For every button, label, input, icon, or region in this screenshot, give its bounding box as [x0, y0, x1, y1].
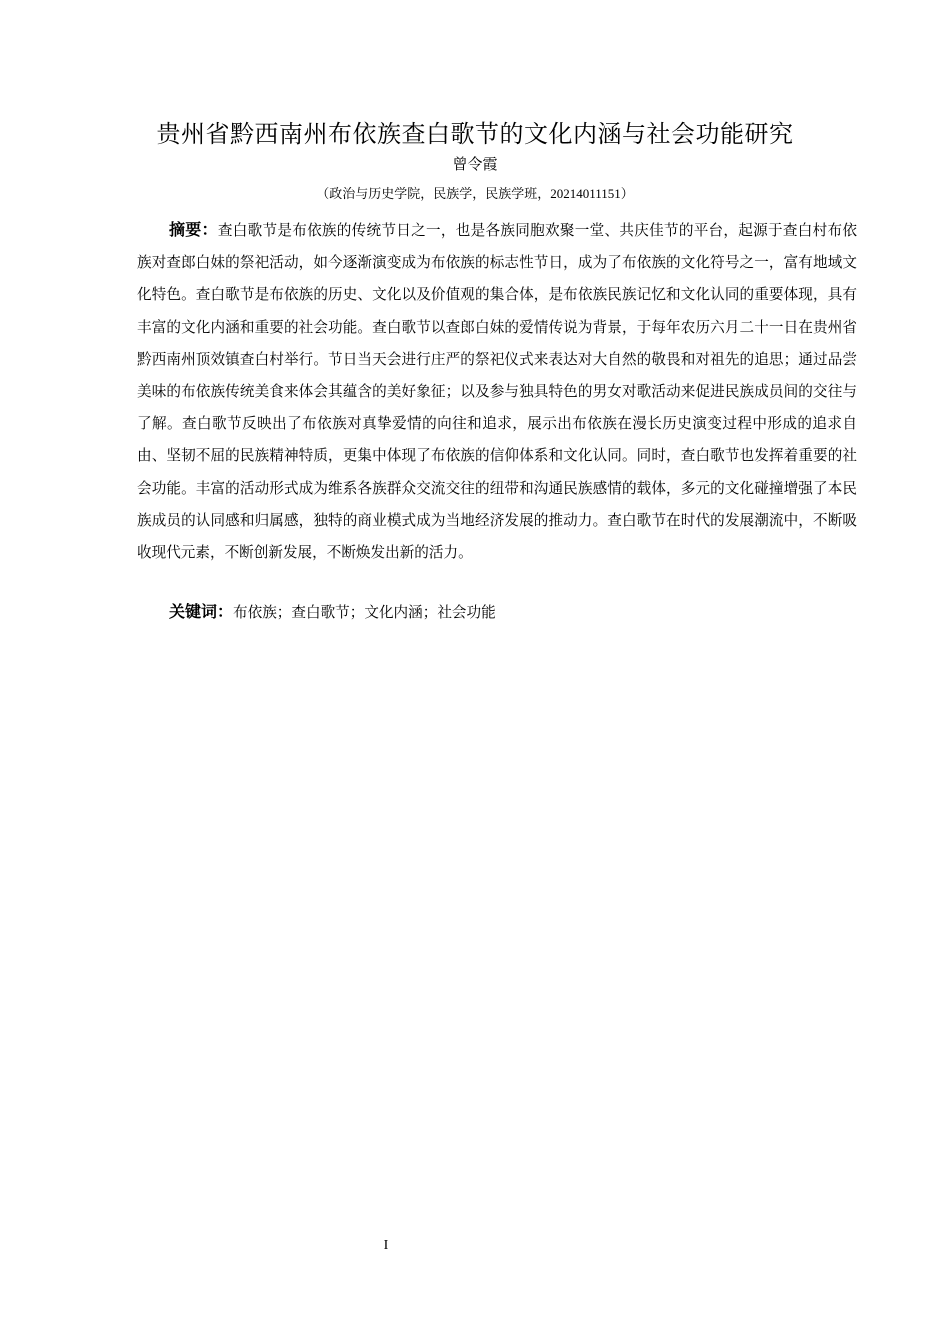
page-number: I [383, 1238, 389, 1253]
keywords-text: 布依族；查白歌节；文化内涵；社会功能 [233, 604, 496, 621]
abstract-paragraph [137, 214, 857, 569]
keywords-line [169, 598, 496, 627]
keywords-label: 关键词： [169, 602, 234, 621]
abstract-text: 查白歌节是布依族的传统节日之一，也是各族同胞欢聚一堂、共庆佳节的平台，起源于查白村布依族对查郎白妹的祭祀活动，如今逐渐演变成为布依族的标志性节日，成为了布依族的文化符号之一，富有地域文化特色。查白歌节是布依族的历史、文化以及价值观的集合体，是布依族民族记忆和文化认同的重要体现，具有丰富的文化内涵和重要的社会功能。查白歌节以查郎白妹的爱情传说为背景，于每年农历六月二十一日在贵州省黔西南州顶效镇查白村举行。节日当天会进行庄严的祭祀仪式来表达对大自然的敬畏和对祖先的追思；通过品尝美味的布依族传统美食来体会其蕴含的美好象征；以及参与独具特色的男女对歌活动来促进民族成员间的交往与了解。查白歌节反映出了布依族对真挚爱情的向往和追求，展示出布依族在漫长历史演变过程中形成的追求自由、坚韧不屈的民族精神特质，更集中体现了布依族的信仰体系和文化认同。同时，查白歌节也发挥着重要的社会功能。丰富的活动形式成为维系各族群众交流交往的纽带和沟通民族感情的载体，多元的文化碰撞增强了本民族成员的认同感和归属感，独特的商业模式成为当地经济发展的推动力。查白歌节在时代的发展潮流中，不断吸收现代元素，不断创新发展，不断焕发出新的活力。 [137, 222, 857, 562]
abstract-label: 摘要： [169, 220, 218, 239]
paper-title: 贵州省黔西南州布依族查白歌节的文化内涵与社会功能研究 [156, 120, 794, 148]
author-affiliation: （政治与历史学院，民族学，民族学班，20214011151） [316, 186, 634, 201]
author-name: 曾令霞 [452, 155, 498, 173]
